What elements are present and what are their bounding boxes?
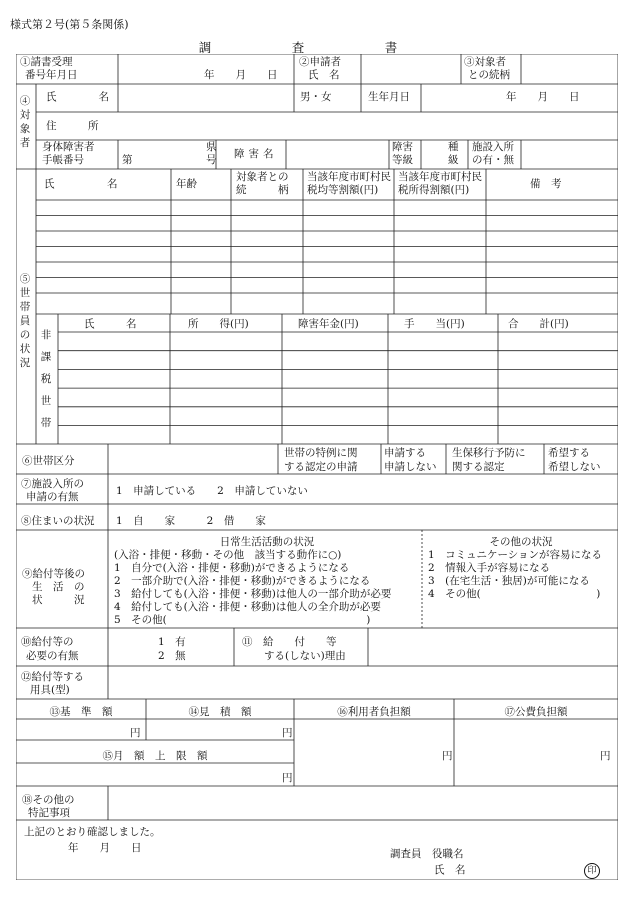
standard-amount-yen: 円 xyxy=(130,727,141,739)
hh-header-tax-equal-2: 税均等割額(円) xyxy=(307,184,379,196)
special-case-label-2: する認定の申請 xyxy=(284,461,358,473)
reason-label-2: する(しない)理由 xyxy=(264,650,346,662)
grade-class: 級 xyxy=(448,154,459,166)
wish-option[interactable]: 希望する xyxy=(548,447,590,459)
estimate-amount-label: ⑭見 積 額 xyxy=(188,706,252,718)
life-status-label: ⑨給付等後の xyxy=(22,568,85,580)
other-status-option-2[interactable]: 2 情報入手が容易になる xyxy=(428,562,551,574)
daily-activity-option-3[interactable]: 3 給付しても(入浴・排便・移動)は他人の一部介助が必要 xyxy=(114,588,392,600)
grade-label-2: 等級 xyxy=(392,154,413,166)
facility-app-label: ⑦施設入所の xyxy=(21,478,84,490)
special-notes-label-2: 特記事項 xyxy=(28,807,70,819)
other-status-title: その他の状況 xyxy=(489,536,553,548)
life-status-label-3: 状 況 xyxy=(32,594,85,606)
facility-label: 施設入所 xyxy=(472,141,514,153)
equipment-label: ⑫給付等する xyxy=(21,671,84,683)
hh-header-tax-equal: 当該年度市町村民 xyxy=(307,171,391,183)
hh-lower-header-name: 氏 名 xyxy=(84,318,137,330)
household-category-label: ⑥世帯区分 xyxy=(22,455,75,467)
daily-activity-option-5[interactable]: 5 その他( ) xyxy=(114,614,371,626)
life-status-label-2: 生 活 の xyxy=(32,581,85,593)
facility-app-options[interactable]: 1 申請している 2 申請していない xyxy=(116,485,308,497)
birthdate-label: 生年月日 xyxy=(368,91,410,103)
hh-header-tax-income: 当該年度市町村民 xyxy=(398,171,482,183)
daily-activity-option-4[interactable]: 4 給付しても(入浴・排便・移動)は他人の全介助が必要 xyxy=(114,601,381,613)
household-section-label: ⑤世帯員の状況 xyxy=(19,273,31,369)
subject-name-label: 氏 名 xyxy=(46,91,109,103)
hh-header-remarks: 備 考 xyxy=(530,178,562,190)
user-burden-label: ⑯利用者負担額 xyxy=(337,706,411,718)
applicant-label-2: 氏 名 xyxy=(308,69,340,81)
necessity-label: ⑩給付等の xyxy=(21,636,74,648)
daily-activity-subtitle: (入浴・排便・移動・その他 該当する動作に○) xyxy=(114,549,342,561)
other-status-option-1[interactable]: 1 コミュニケーションが容易になる xyxy=(428,549,603,561)
address-label: 住 所 xyxy=(46,120,99,132)
receipt-label-2: 番号年月日 xyxy=(25,69,78,81)
investigator-name-label: 氏 名 xyxy=(434,864,466,876)
confirmation-date[interactable]: 年 月 日 xyxy=(68,842,142,854)
hh-header-tax-income-2: 税所得割額(円) xyxy=(398,184,470,196)
welfare-prevention-label-2: 関する認定 xyxy=(452,461,505,473)
survey-form xyxy=(16,54,618,880)
grade-kind: 種 xyxy=(448,141,459,153)
investigator-title-label: 調査員 役職名 xyxy=(390,848,464,860)
certificate-go: 号 xyxy=(206,154,217,166)
certificate-prefecture: 県 xyxy=(206,141,217,153)
public-burden-label: ⑰公費負担額 xyxy=(504,706,568,718)
facility-app-label-2: 申請の有無 xyxy=(26,491,79,503)
hh-header-relation-2: 続 柄 xyxy=(236,184,289,196)
gender-options[interactable]: 男・女 xyxy=(300,91,332,103)
special-apply-option[interactable]: 申請する xyxy=(384,447,426,459)
other-status-option-4[interactable]: 4 その他( ) xyxy=(428,588,601,600)
hh-lower-header-income: 所 得(円) xyxy=(188,318,249,330)
reason-label: ⑪ 給 付 等 xyxy=(242,636,337,648)
hh-lower-header-pension: 障害年金(円) xyxy=(298,318,359,330)
housing-label: ⑧住まいの状況 xyxy=(21,515,95,527)
daily-activity-option-2[interactable]: 2 一部介助で(入浴・排便・移動)ができるようになる xyxy=(114,575,371,587)
disability-label: 障害名 xyxy=(234,148,278,160)
hh-lower-header-total: 合 計(円) xyxy=(508,318,569,330)
welfare-prevention-label: 生保移行予防に xyxy=(452,447,526,459)
hh-header-name: 氏 名 xyxy=(44,178,118,190)
housing-options[interactable]: 1 自 家 2 借 家 xyxy=(116,515,266,527)
subject-section-label: ④対象者 xyxy=(19,95,31,149)
relation-label-2: との続柄 xyxy=(468,69,510,81)
monthly-limit-label: ⑮月 額 上 限 額 xyxy=(102,750,208,762)
special-notes-label: ⑱その他の xyxy=(22,794,75,806)
public-burden-yen: 円 xyxy=(600,750,611,762)
necessity-no-option[interactable]: 2 無 xyxy=(158,650,186,662)
estimate-amount-yen: 円 xyxy=(282,727,293,739)
form-number: 様式第２号(第５条関係) xyxy=(10,18,129,31)
standard-amount-label: ⑬基 準 額 xyxy=(49,706,113,718)
certificate-dai: 第 xyxy=(122,154,133,166)
special-case-label: 世帯の特例に関 xyxy=(284,447,358,459)
daily-activity-title: 日常生活活動の状況 xyxy=(219,536,315,548)
other-status-option-3[interactable]: 3 (在宅生活・独居)が可能になる xyxy=(428,575,590,587)
monthly-limit-yen: 円 xyxy=(282,772,293,784)
user-burden-yen: 円 xyxy=(442,750,453,762)
special-not-apply-option[interactable]: 申請しない xyxy=(384,461,437,473)
hh-lower-header-allowance: 手 当(円) xyxy=(404,318,465,330)
hh-header-age: 年齢 xyxy=(176,178,197,190)
certificate-label: 身体障害者 xyxy=(42,141,95,153)
hh-header-relation: 対象者との xyxy=(236,171,289,183)
applicant-label: ②申請者 xyxy=(299,56,341,68)
daily-activity-option-1[interactable]: 1 自分で(入浴・排便・移動)ができるようになる xyxy=(114,562,350,574)
necessity-yes-option[interactable]: 1 有 xyxy=(158,636,186,648)
confirmation-text: 上記のとおり確認しました。 xyxy=(24,826,161,838)
equipment-label-2: 用具(型) xyxy=(30,684,70,696)
document-title: 調 査 書 xyxy=(198,40,432,55)
necessity-label-2: 必要の有無 xyxy=(26,650,79,662)
no-wish-option[interactable]: 希望しない xyxy=(548,461,601,473)
grade-label: 障害 xyxy=(392,141,413,153)
nontax-household-label: 非課税世帯 xyxy=(40,329,52,429)
birthdate-field[interactable]: 年 月 日 xyxy=(506,91,580,103)
receipt-date-field[interactable]: 年 月 日 xyxy=(204,69,278,81)
facility-label-2[interactable]: の有・無 xyxy=(472,154,514,166)
seal-mark: 印 xyxy=(584,863,600,879)
receipt-label: ①請書受理 xyxy=(20,56,73,68)
certificate-label-2: 手帳番号 xyxy=(42,154,84,166)
relation-label: ③対象者 xyxy=(464,56,506,68)
